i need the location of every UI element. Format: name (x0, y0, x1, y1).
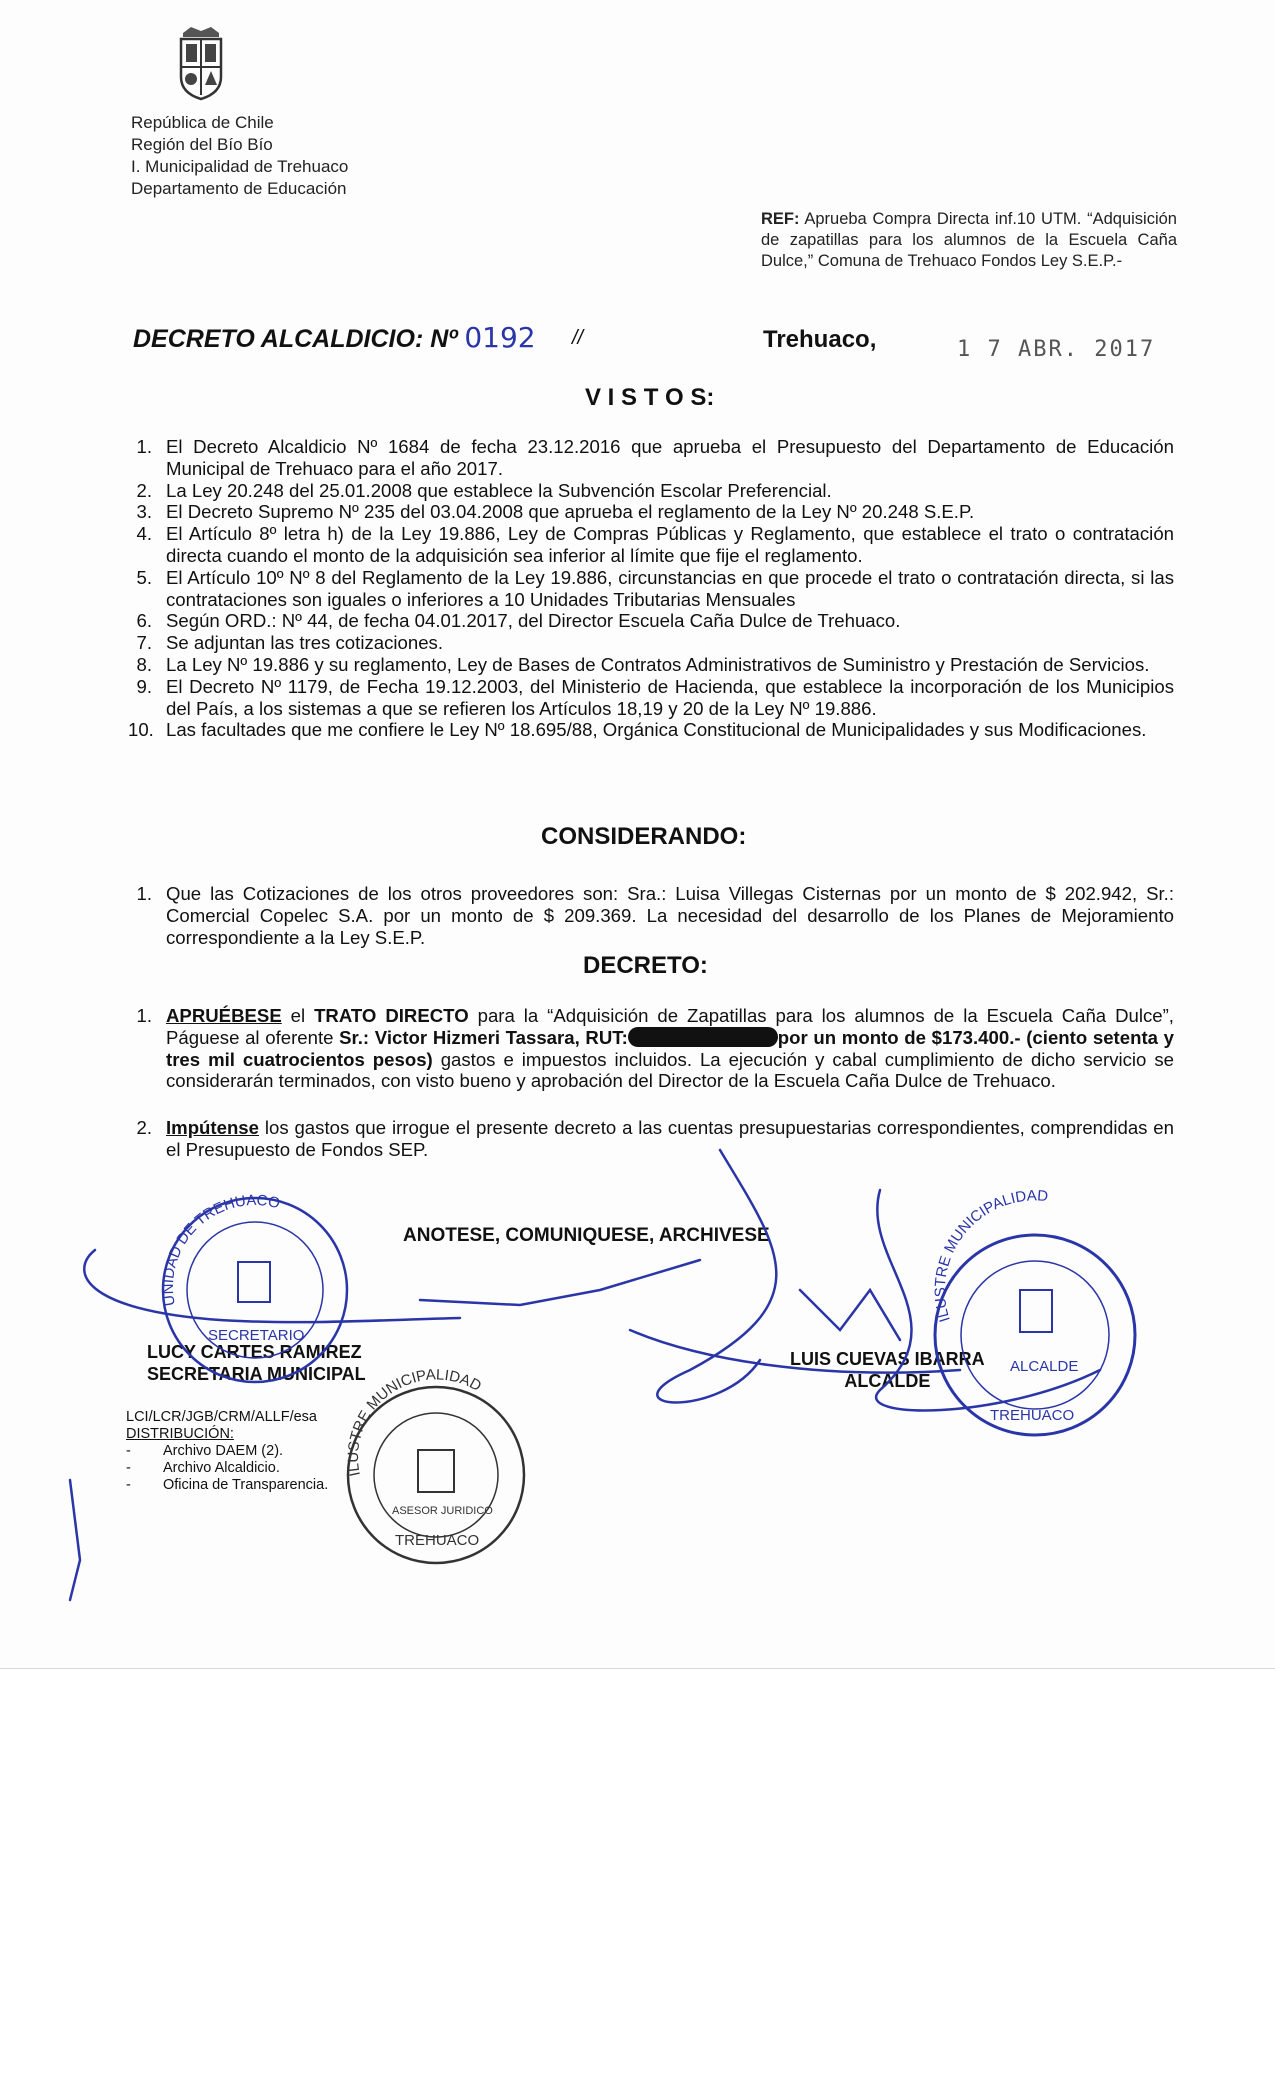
svg-text:ILUSTRE MUNICIPALIDAD: ILUSTRE MUNICIPALIDAD (344, 1366, 485, 1478)
distribution-title: DISTRIBUCIÓN: (126, 1426, 234, 1442)
header-line: Departamento de Educación (131, 179, 347, 198)
svg-text:ALCALDE: ALCALDE (1010, 1358, 1079, 1375)
list-item: 8. La Ley Nº 19.886 y su reglamento, Ley de Bases de Contratos Administrativos de Suministro y Prestación de Servicios. (136, 653, 1150, 675)
closing-formula: ANOTESE, COMUNIQUESE, ARCHIVESE (403, 1225, 770, 1246)
svg-text:TREHUACO: TREHUACO (990, 1407, 1075, 1424)
decree-place: Trehuaco, (763, 326, 877, 353)
legal-advisor-stamp (345, 1366, 524, 1563)
svg-text:ASESOR JURIDICO: ASESOR JURIDICO (392, 1505, 493, 1517)
list-item: 1. APRUÉBESE el TRATO DIRECTO para la “Adquisición de Zapatillas para los alumnos de la Escuela Caña Dulce”, Páguese al oferente Sr.: Victor Hizmeri Tassara, RUT: por un monto de $173.400.- (ciento setenta y tres mil cuatrocientos pesos) gastos e impuestos incluidos. La ejecución y cabal cumplimiento de dicho servicio se considerarán terminados, con visto bueno y aprobación del Director de la Escuela Caña Dulce de Trehuaco. (136, 1005, 1174, 1092)
list-item: 2. La Ley 20.248 del 25.01.2008 que establece la Subvención Escolar Preferencial. (136, 479, 832, 501)
list-item: 4. El Artículo 8º letra h) de la Ley 19.886, Ley de Compras Públicas y Reglamento, que establece el trato o contratación directa cuando el monto de la adquisición sea inferior al límite que fije el reglamento. (136, 523, 1174, 566)
signature-strokes (70, 1150, 1100, 1600)
svg-text:ILUSTRE MUNICIPALIDAD: ILUSTRE MUNICIPALIDAD (931, 1187, 1049, 1325)
approve-verb: APRUÉBESE (166, 1005, 282, 1026)
secretary-stamp (160, 1192, 347, 1382)
list-item: 5. El Artículo 10º Nº 8 del Reglamento de la Ley 19.886, circunstancias en que procede el trato o contratación directa, si las contrataciones son iguales o inferiores a 10 Unidades Tributarias Mensuales (136, 566, 1174, 610)
signatory-name: LUCY CARTES RAMIREZ (147, 1342, 362, 1362)
signatory-role: ALCALDE (844, 1371, 931, 1391)
header-line: I. Municipalidad de Trehuaco (131, 157, 349, 176)
list-item: 3. El Decreto Supremo Nº 235 del 03.04.2008 que aprueba el reglamento de la Ley Nº 20.248 S.E.P. (136, 501, 975, 523)
list-item: 2. Impútense los gastos que irrogue el presente decreto a las cuentas presupuestarias correspondientes, comprendidas en el Presupuesto de Fondos SEP. (136, 1117, 1174, 1160)
list-item: - Archivo DAEM (2). (126, 1443, 328, 1460)
list-item: 10. Las facultades que me confiere le Ley Nº 18.695/88, Orgánica Constitucional de Municipalidades y sus Modificaciones. (128, 719, 1147, 741)
signatory-role: SECRETARIA MUNICIPAL (147, 1364, 366, 1384)
svg-text:TREHUACO: TREHUACO (395, 1532, 480, 1549)
header-line: Región del Bío Bío (131, 135, 273, 154)
ref-label: REF: (761, 210, 800, 228)
list-item: 1. El Decreto Alcaldicio Nº 1684 de fecha 23.12.2016 que aprueba el Presupuesto del Departamento de Educación Municipal de Trehuaco para el año 2017. (136, 436, 1174, 479)
decreto-title: DECRETO: (583, 952, 708, 979)
svg-text:UNIDAD DE TREHUACO: UNIDAD DE TREHUACO (159, 1191, 282, 1308)
impute-verb: Impútense (166, 1117, 259, 1139)
decree-title-label: DECRETO ALCALDICIO: Nº (133, 325, 458, 353)
list-item: - Archivo Alcaldicio. (126, 1460, 328, 1477)
initials: LCI/LCR/JGB/CRM/ALLF/esa (126, 1409, 317, 1425)
header-line: República de Chile (131, 113, 274, 132)
list-item: 7. Se adjuntan las tres cotizaciones. (136, 632, 443, 654)
decree-number-handwritten: 0192 (464, 321, 536, 354)
list-item: - Oficina de Transparencia. (126, 1477, 328, 1494)
decree-slashes: // (572, 327, 584, 349)
vistos-title: V I S T O S: (585, 384, 715, 411)
list-item: 1. Que las Cotizaciones de los otros proveedores son: Sra.: Luisa Villegas Cisternas por un monto de $ 202.942, Sr.: Comercial Copelec S.A. por un monto de $ 209.369. La necesidad del desarrollo de los Planes de Mejoramiento correspondiente a la Ley S.E.P. (136, 883, 1174, 948)
list-item: 9. El Decreto Nº 1179, de Fecha 19.12.2003, del Ministerio de Hacienda, que establece la incorporación de los Municipios del País, a los sistemas a que se refieren los Artículos 18,19 y 20 de la Ley Nº 19.886. (136, 675, 1174, 719)
considerando-title: CONSIDERANDO: (541, 823, 747, 850)
svg-text:SECRETARIO: SECRETARIO (208, 1327, 305, 1344)
ref-text: Aprueba Compra Directa inf.10 UTM. “Adquisición de zapatillas para los alumnos de la Escuela Caña Dulce,” Comuna de Trehuaco Fondos Ley S.E.P.- (761, 210, 1177, 270)
signatory-name: LUIS CUEVAS IBARRA (790, 1349, 985, 1369)
mayor-stamp (932, 1187, 1135, 1435)
list-item: 6. Según ORD.: Nº 44, de fecha 04.01.2017, del Director Escuela Caña Dulce de Trehuaco. (136, 610, 901, 632)
date-stamp: 1 7 ABR. 2017 (957, 337, 1156, 362)
